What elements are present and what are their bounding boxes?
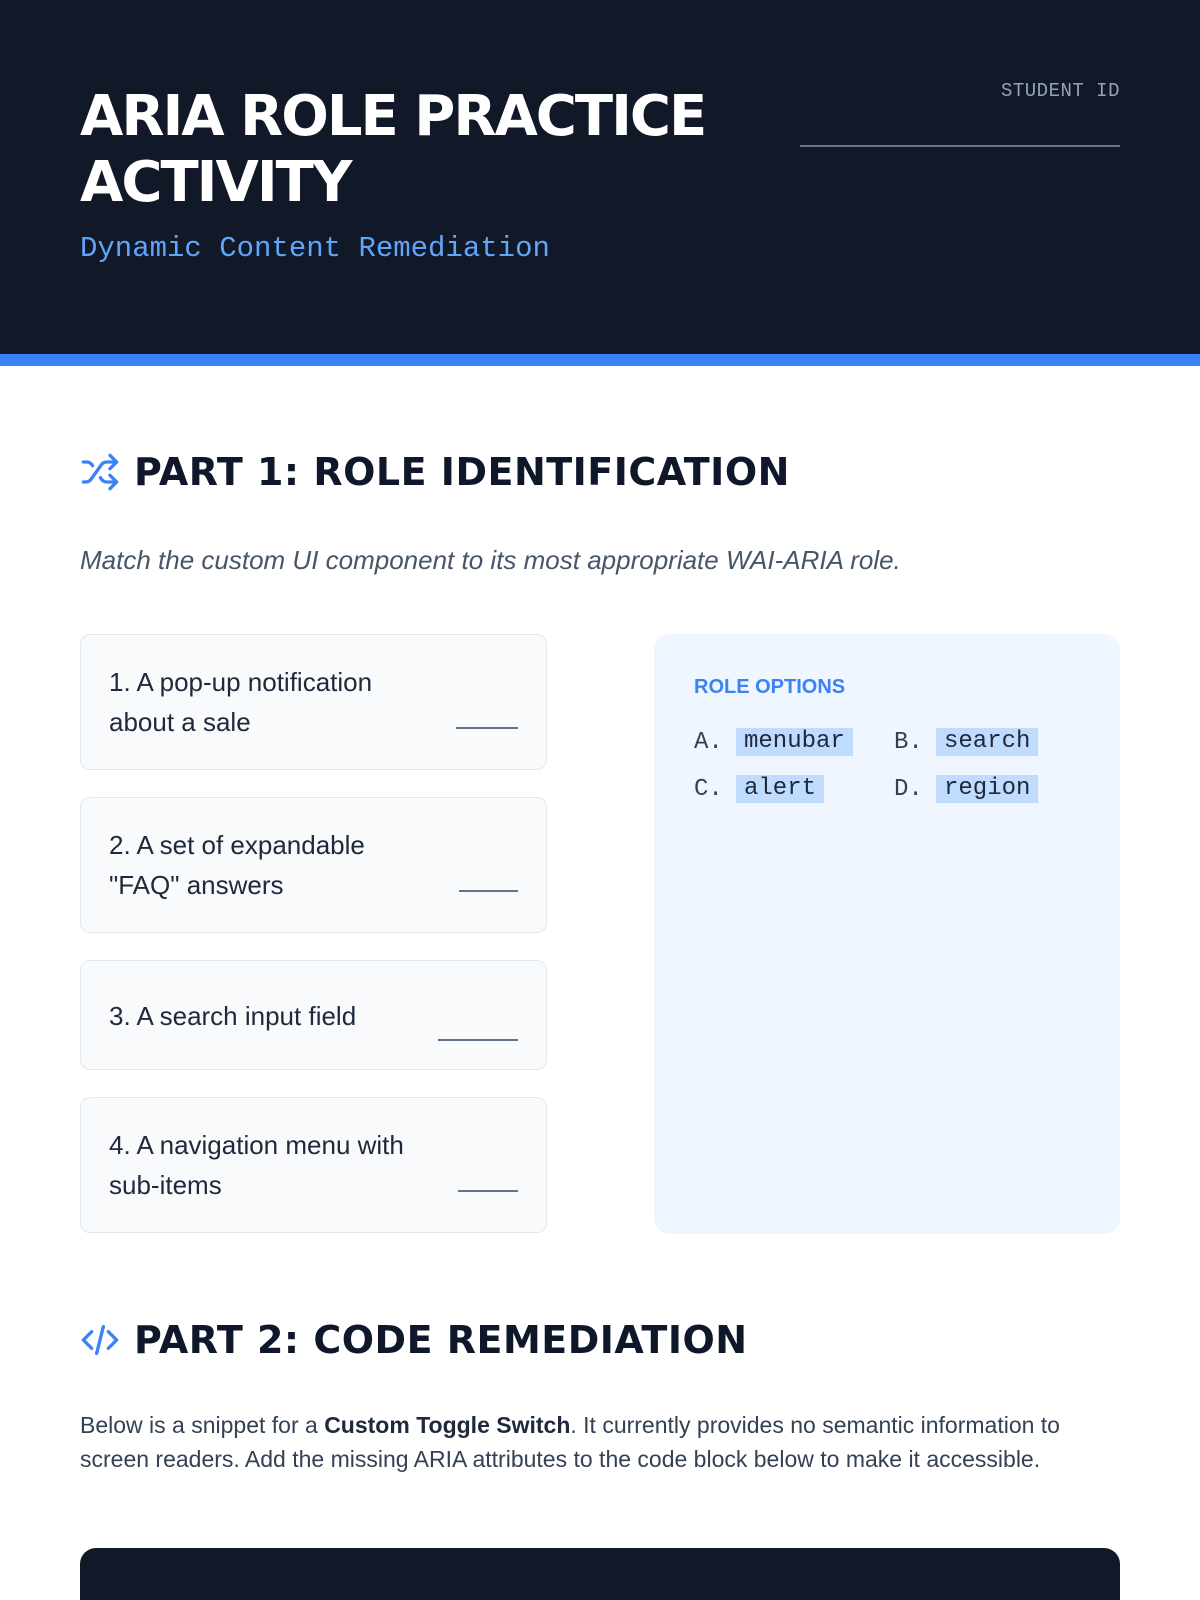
question-2-text: 2. A set of expandable "FAQ" answers [109, 830, 365, 900]
role-options-panel [654, 634, 1120, 1234]
part2-instructions: Below is a snippet for a Custom Toggle Switch. It currently provides no semantic information to screen readers. Add the missing ARIA attributes to the code block below to make it accessible. [80, 1412, 1060, 1472]
answer-blank-1[interactable] [456, 727, 518, 729]
question-1-text: 1. A pop-up notification about a sale [109, 667, 373, 737]
component-name: Custom Toggle Switch [324, 1412, 571, 1438]
page-subtitle: Dynamic Content Remediation [80, 232, 550, 265]
code-icon [80, 1320, 120, 1360]
header-accent-bar [0, 354, 1200, 366]
part2-heading [80, 1318, 748, 1362]
question-3-text: 3. A search input field [109, 1001, 357, 1031]
part1-heading-text: PART 1: ROLE IDENTIFICATION [134, 450, 790, 494]
answer-blank-4[interactable] [458, 1190, 518, 1192]
role-option-b: B. search [894, 728, 1038, 756]
role-options-title: ROLE OPTIONS [694, 676, 846, 698]
shuffle-icon [80, 452, 120, 492]
header [0, 0, 1200, 354]
part1-instruction: Match the custom UI component to its most appropriate WAI-ARIA role. [80, 545, 901, 575]
question-4-text: 4. A navigation menu with sub-items [109, 1130, 404, 1200]
role-option-c: C. alert [694, 775, 824, 803]
question-card-3 [80, 960, 547, 1070]
student-id-label: STUDENT ID [1000, 80, 1120, 102]
question-card-1 [80, 634, 547, 770]
part1-heading [80, 450, 790, 494]
student-id-field[interactable] [800, 145, 1120, 147]
answer-blank-2[interactable] [459, 890, 518, 892]
question-card-4 [80, 1097, 547, 1233]
role-option-d: D. region [894, 775, 1038, 803]
part2-heading-text: PART 2: CODE REMEDIATION [134, 1318, 748, 1362]
question-card-2 [80, 797, 547, 933]
page-title: ARIA ROLE PRACTICE ACTIVITY [80, 84, 706, 215]
code-block[interactable] [80, 1548, 1120, 1600]
answer-blank-3[interactable] [438, 1039, 518, 1041]
role-option-a: A. menubar [694, 728, 853, 756]
